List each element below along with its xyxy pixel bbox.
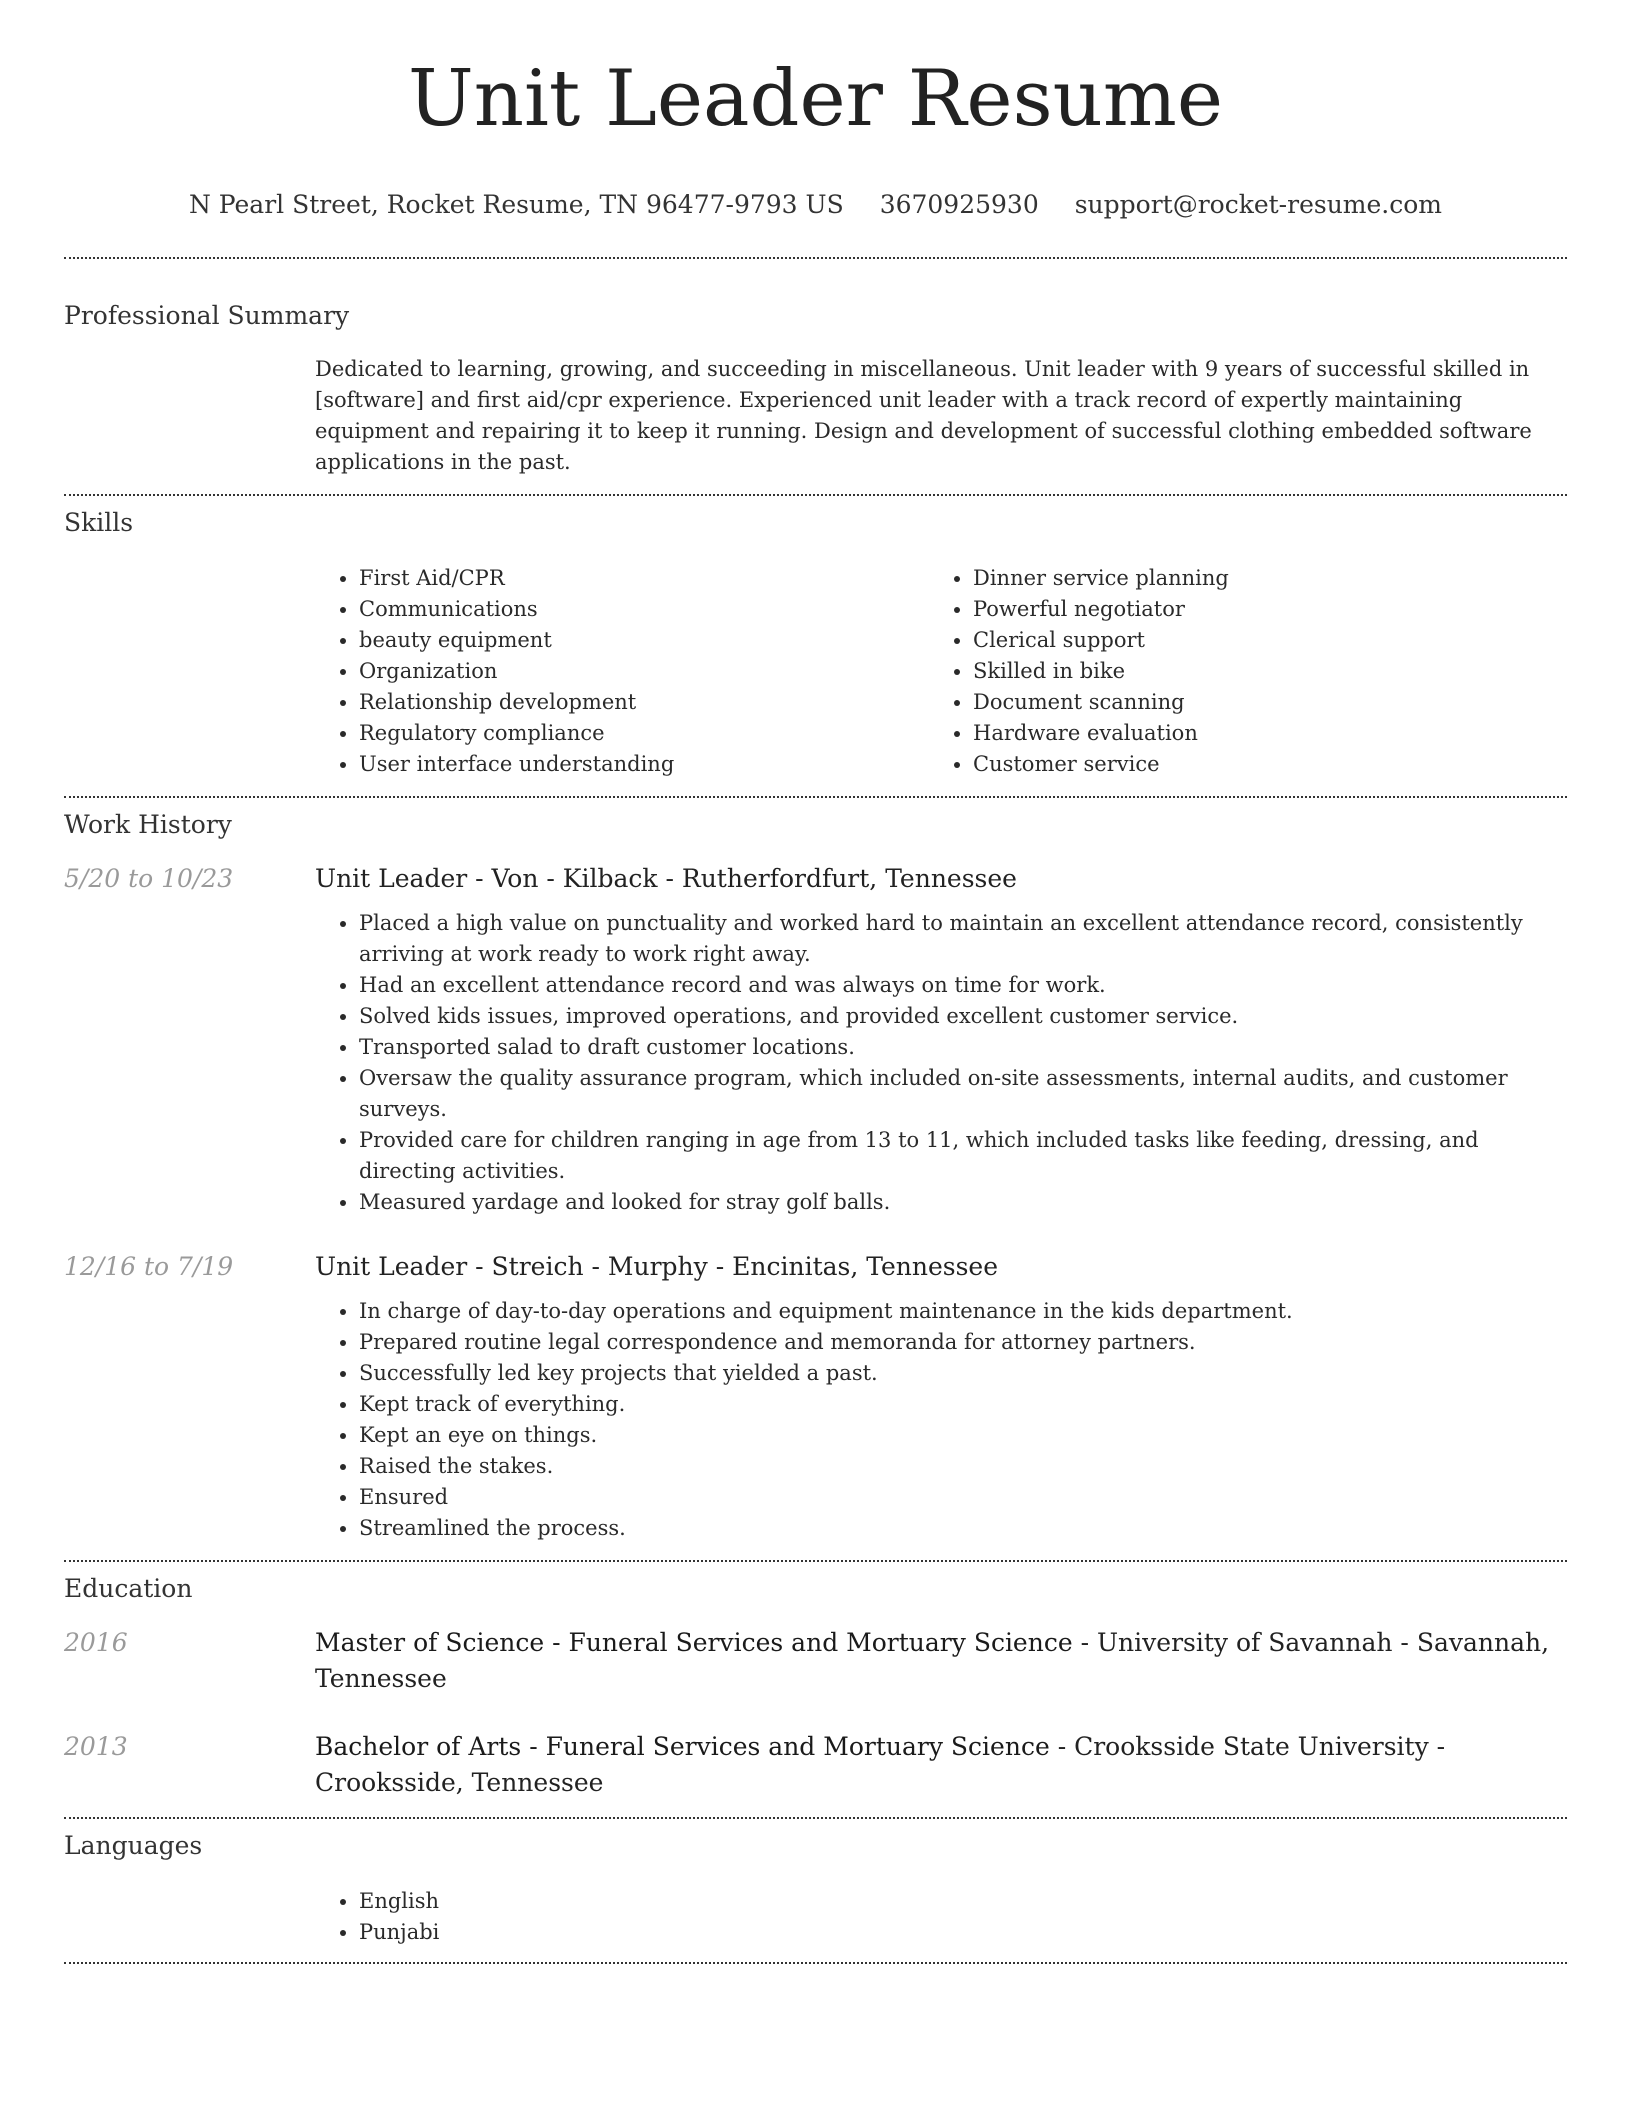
list-item: • Kept an eye on things.: [359, 1420, 1567, 1451]
list-item: • Relationship development: [359, 687, 929, 718]
list-item: • Hardware evaluation: [973, 718, 1543, 749]
list-item: • Punjabi: [359, 1917, 1567, 1948]
list-item: • Document scanning: [973, 687, 1543, 718]
summary-text: Dedicated to learning, growing, and succeeding in miscellaneous. Unit leader with 9 years of successful skilled in [software] and first aid/cpr experience. Experienced unit leader with a track record of expertly maintaining equipment and repairing it to keep it running. Design and development of successful clothing embedded software applications in the past.: [315, 357, 1532, 474]
work-section: [64, 798, 1567, 1560]
list-item: • In charge of day-to-day operations and equipment maintenance in the kids department.: [359, 1296, 1567, 1327]
list-item: • beauty equipment: [359, 625, 929, 656]
job-entry: [64, 1249, 1567, 1560]
email-text: support@rocket-resume.com: [1074, 190, 1443, 219]
skills-list-right: [929, 563, 1543, 780]
education-body: [315, 1729, 1567, 1801]
list-item: • Transported salad to draft customer locations.: [359, 1032, 1567, 1063]
skills-grid: [315, 563, 1567, 796]
list-item: • Clerical support: [973, 625, 1543, 656]
languages-list: [315, 1886, 1567, 1962]
job-dates: 12/16 to 7/19: [64, 1252, 234, 1281]
list-item: • Solved kids issues, improved operations, and provided excellent customer service.: [359, 1001, 1567, 1032]
education-section: [64, 1562, 1567, 1817]
list-item: • Ensured: [359, 1482, 1567, 1513]
education-year: 2016: [64, 1628, 128, 1657]
list-item: • English: [359, 1886, 1567, 1917]
list-item: • Prepared routine legal correspondence and memoranda for attorney partners.: [359, 1327, 1567, 1358]
list-item: • Skilled in bike: [973, 656, 1543, 687]
skills-section: [64, 496, 1567, 796]
list-item: • Measured yardage and looked for stray golf balls.: [359, 1187, 1567, 1218]
list-item: • User interface understanding: [359, 749, 929, 780]
divider: [64, 1962, 1567, 1964]
job-bullets: [315, 908, 1567, 1218]
list-item: • Regulatory compliance: [359, 718, 929, 749]
job-dates: 5/20 to 10/23: [64, 864, 234, 893]
list-item: • Oversaw the quality assurance program, which included on-site assessments, internal audits, and customer surveys.: [359, 1063, 1567, 1125]
list-item: • Kept track of everything.: [359, 1389, 1567, 1420]
degree-text: Bachelor of Arts - Funeral Services and Mortuary Science: [315, 1732, 1050, 1761]
job-body: [315, 1249, 1567, 1560]
education-entry: [64, 1625, 1567, 1697]
contact-line: [64, 190, 1567, 220]
resume-page: [64, 0, 1567, 1964]
education-entry: [64, 1729, 1567, 1817]
summary-heading: Professional Summary: [64, 301, 350, 330]
list-item: • Provided care for children ranging in age from 13 to 11, which included tasks like feeding, dressing, and directing activities.: [359, 1125, 1567, 1187]
job-entry: [64, 861, 1567, 1218]
job-body: [315, 861, 1567, 1218]
list-item: • Organization: [359, 656, 929, 687]
languages-heading: Languages: [64, 1831, 203, 1860]
list-item: • Communications: [359, 594, 929, 625]
list-item: • Dinner service planning: [973, 563, 1543, 594]
work-heading: Work History: [64, 810, 232, 839]
education-body: [315, 1625, 1567, 1697]
degree-text: Master of Science - Funeral Services and Mortuary Science: [315, 1628, 1073, 1657]
list-item: • Streamlined the process.: [359, 1513, 1567, 1544]
list-item: • Powerful negotiator: [973, 594, 1543, 625]
list-item: • Had an excellent attendance record and was always on time for work.: [359, 970, 1567, 1001]
skills-list-left: [315, 563, 929, 780]
list-item: • Customer service: [973, 749, 1543, 780]
job-title: Unit Leader - Streich - Murphy - Encinitas, Tennessee: [315, 1252, 999, 1281]
school-text: - Crooksside State University - Crooksside, Tennessee: [315, 1732, 1446, 1797]
education-year: 2013: [64, 1732, 128, 1761]
page-title: Unit Leader Resume: [408, 54, 1223, 144]
education-heading: Education: [64, 1574, 193, 1603]
list-item: • Placed a high value on punctuality and worked hard to maintain an excellent attendance record, consistently arriving at work ready to work right away.: [359, 908, 1567, 970]
list-item: • Successfully led key projects that yielded a past.: [359, 1358, 1567, 1389]
school-text: - University of Savannah - Savannah, Tennessee: [315, 1628, 1550, 1693]
job-title: Unit Leader - Von - Kilback - Rutherfordfurt, Tennessee: [315, 864, 1017, 893]
summary-section: [64, 259, 1567, 494]
address-text: N Pearl Street, Rocket Resume, TN 96477-9793 US: [188, 190, 844, 219]
list-item: • First Aid/CPR: [359, 563, 929, 594]
job-bullets: [315, 1296, 1567, 1560]
phone-text: 3670925930: [879, 190, 1039, 219]
skills-heading: Skills: [64, 508, 134, 537]
languages-section: [64, 1819, 1567, 1962]
list-item: • Raised the stakes.: [359, 1451, 1567, 1482]
